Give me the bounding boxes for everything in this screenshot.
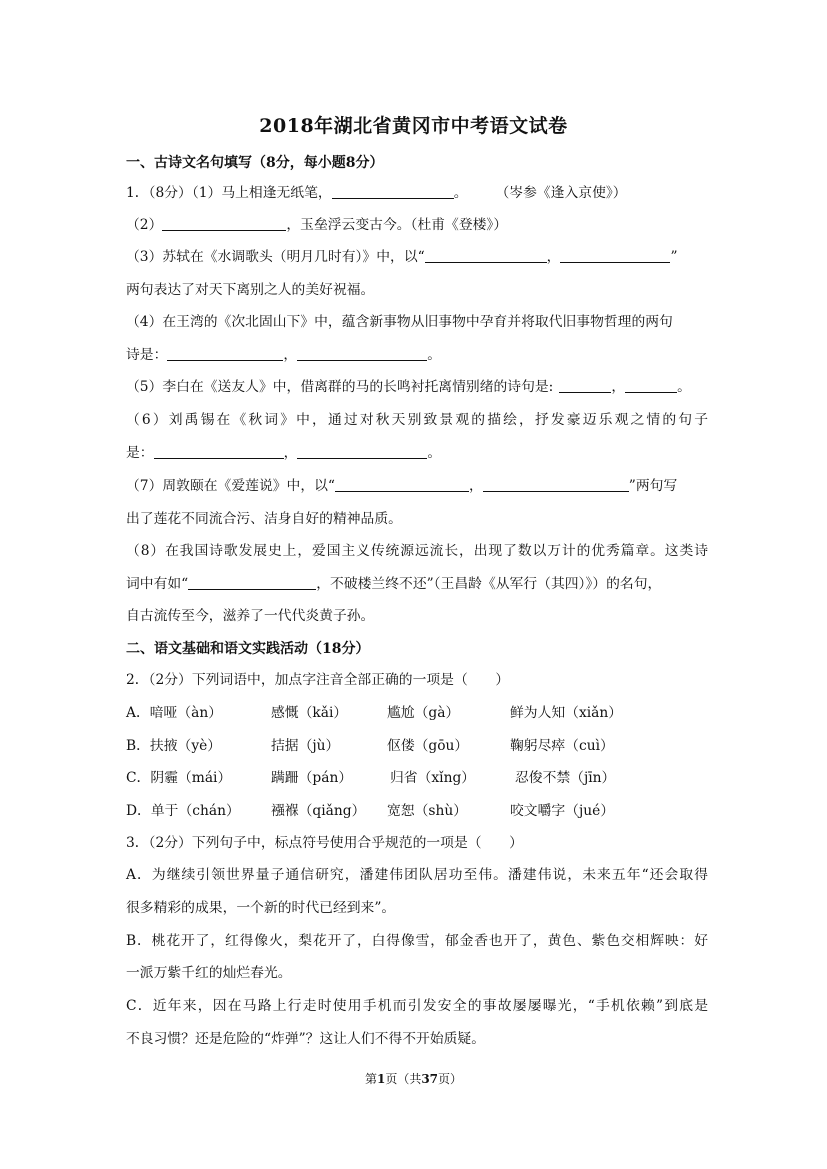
q1-source: （岑参《逢入京使》）	[495, 185, 627, 201]
q2-option-a-1[interactable]: A．喑哑（àn）	[126, 705, 223, 721]
q3-option-a-line-1[interactable]: A．为继续引领世界量子通信研究，潘建伟团队居功至伟。潘建伟说，未来五年“还会取得	[126, 867, 708, 883]
q2-option-d-4: 咬文嚼字（jué）	[510, 803, 615, 819]
q2-option-a-4: 鲜为人知（xiǎn）	[510, 705, 623, 721]
page-number: 1	[376, 1072, 386, 1086]
question-1-line-1	[126, 183, 708, 203]
period: 。	[677, 379, 691, 395]
section-2-heading: 二、语文基础和语文实践活动（18分）	[126, 641, 370, 657]
answer-blank[interactable]	[188, 574, 316, 590]
question-1-line-10	[126, 476, 708, 496]
question-1-line-2	[126, 215, 708, 235]
question-1-line-8: （6）刘禹锡在《秋词》中，通过对秋天别致景观的描绘，抒发豪迈乐观之情的句子	[126, 412, 708, 428]
q1-2-text: ，玉垒浮云变古今。（杜甫《登楼》）	[286, 217, 508, 233]
q3-option-b-line-2: 一派万紫千红的灿烂春光。	[126, 965, 292, 981]
question-1-line-9	[126, 443, 708, 463]
q2-option-b-2: 拮据（jù）	[271, 738, 340, 754]
footer-mid: 页（共	[385, 1072, 422, 1086]
q1-6-text: 是：	[126, 445, 154, 461]
question-1-line-14: 自古流传至今，滋养了一代代炎黄子孙。	[126, 608, 375, 624]
period: 。	[427, 347, 441, 363]
question-1-line-11: 出了莲花不同流合污、洁身自好的精神品质。	[126, 511, 402, 527]
q1-7-end: ”两句写	[628, 478, 678, 494]
page-title: 2018年湖北省黄冈市中考语文试卷	[259, 115, 568, 137]
q3-option-a-line-2: 很多精彩的成果，一个新的时代已经到来”。	[126, 900, 396, 916]
q2-option-c-3: 归省（xǐng）	[390, 770, 476, 786]
period: 。	[427, 445, 442, 461]
q1-4-text: 诗是：	[126, 347, 168, 363]
q3-option-c-line-1[interactable]: C．近年来，因在马路上行走时使用手机而引发安全的事故屡屡曝光，“手机依赖”到底是	[126, 998, 708, 1014]
answer-blank[interactable]	[625, 377, 677, 393]
q2-option-d-1[interactable]: D．单于（chán）	[126, 803, 240, 819]
answer-blank[interactable]	[335, 476, 469, 492]
answer-blank[interactable]	[559, 377, 611, 393]
q2-option-b-4: 鞠躬尽瘁（cuì）	[510, 738, 614, 754]
q1-5-text: （5）李白在《送友人》中，借离群的马的长鸣衬托离情别绪的诗句是:	[126, 379, 554, 395]
q3-option-c-line-2: 不良习惯？还是危险的“炸弹”？这让人们不得不开始质疑。	[126, 1031, 486, 1047]
quote-close: ”	[670, 249, 678, 265]
question-1-line-12: （8）在我国诗歌发展史上，爱国主义传统源远流长，出现了数以万计的优秀篇章。这类诗	[126, 543, 708, 559]
answer-blank[interactable]	[332, 183, 454, 199]
q2-option-a-3: 尴尬（gà）	[387, 705, 460, 721]
q2-option-c-2: 蹒跚（pán）	[271, 770, 353, 786]
q2-option-d-2: 襁褓（qiǎng）	[271, 803, 366, 819]
q2-option-a-2: 感慨（kǎi）	[271, 705, 348, 721]
total-pages: 37	[421, 1072, 439, 1086]
question-1-line-13	[126, 574, 708, 594]
answer-blank[interactable]	[425, 247, 547, 263]
comma: ，	[546, 249, 561, 265]
q1-text: 1．（8分）（1）马上相逢无纸笔，	[126, 185, 332, 201]
footer-suffix: 页）	[438, 1072, 463, 1086]
question-1-line-5: （4）在王湾的《次北固山下》中，蕴含新事物从旧事物中孕育并将取代旧事物哲理的两句	[126, 314, 673, 330]
question-1-line-6	[126, 345, 708, 365]
answer-blank[interactable]	[154, 443, 284, 459]
q1-2-label: （2）	[126, 217, 163, 233]
answer-blank[interactable]	[560, 247, 670, 263]
q2-option-b-3: 伛偻（gōu）	[387, 738, 469, 754]
answer-blank[interactable]	[162, 215, 286, 231]
comma: ，	[283, 445, 298, 461]
q2-option-c-4: 忍俊不禁（jīn）	[515, 770, 616, 786]
q2-option-d-3: 宽恕（shù）	[387, 803, 468, 819]
comma: ，	[469, 478, 483, 494]
q2-option-b-1[interactable]: B．扶掖（yè）	[126, 738, 222, 754]
q1-3-text: （3）苏轼在《水调歌头（明月几时有）》中，以“	[126, 249, 425, 265]
answer-blank[interactable]	[297, 443, 427, 459]
question-1-line-7	[126, 377, 708, 397]
answer-blank[interactable]	[483, 476, 629, 492]
q1-8-text: 词中有如“	[126, 576, 189, 592]
answer-blank[interactable]	[167, 345, 283, 361]
answer-blank[interactable]	[297, 345, 427, 361]
q1-8-text-2: ，不破楼兰终不还”（王昌龄《从军行（其四）》）的名句，	[316, 576, 662, 592]
q2-option-c-1[interactable]: C．阴霾（mái）	[126, 770, 232, 786]
question-1-line-4: 两句表达了对天下离别之人的美好祝福。	[126, 282, 375, 298]
question-2: 2．（2分）下列词语中，加点字注音全部正确的一项是（ ）	[126, 672, 510, 688]
question-3: 3．（2分）下列句子中，标点符号使用合乎规范的一项是（ ）	[126, 835, 523, 851]
q3-option-b-line-1[interactable]: B．桃花开了，红得像火，梨花开了，白得像雪，郁金香也开了，黄色、紫色交相辉映：好	[126, 933, 708, 949]
q1-end: 。	[453, 185, 468, 201]
page-footer	[0, 1070, 827, 1087]
question-1-line-3	[126, 247, 708, 267]
footer-prefix: 第	[364, 1072, 377, 1086]
section-1-heading: 一、古诗文名句填写（8分，每小题8分）	[126, 155, 384, 171]
comma: ，	[283, 347, 298, 363]
q1-7-text: （7）周敦颐在《爱莲说》中，以“	[126, 478, 335, 494]
comma: ，	[611, 379, 626, 395]
